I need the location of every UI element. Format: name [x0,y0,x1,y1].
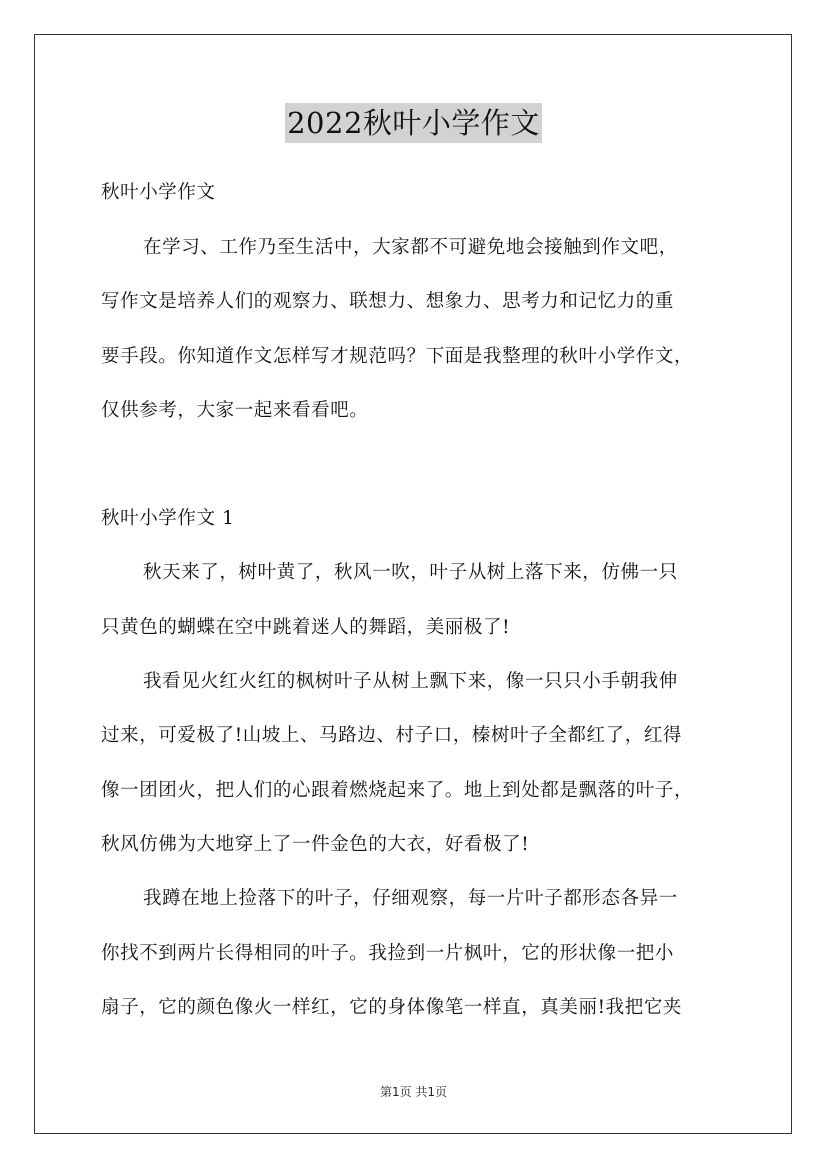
essay-line: 你找不到两片长得相同的叶子。我捡到一片枫叶，它的形状像一把小 [101,943,675,964]
essay-line: 我蹲在地上捡落下的叶子，仔细观察，每一片叶子都形态各异一 [143,888,678,909]
intro-line: 要手段。你知道作文怎样写才规范吗？下面是我整理的秋叶小学作文， [101,346,694,367]
essay-line: 过来，可爱极了!山坡上、马路边、村子口，榛树叶子全都红了，红得 [101,725,683,746]
intro-line: 写作文是培养人们的观察力、联想力、想象力、思考力和记忆力的重 [101,291,675,312]
intro-line: 仅供参考，大家一起来看看吧。 [101,400,369,421]
essay-line: 像一团团火，把人们的心跟着燃烧起来了。地上到处都是飘落的叶子， [101,780,694,801]
essay-heading: 秋叶小学作文 1 [101,508,235,529]
essay-line: 扇子，它的颜色像火一样红，它的身体像笔一样直，真美丽!我把它夹 [101,997,683,1018]
essay-line: 我看见火红火红的枫树叶子从树上飘下来，像一只只小手朝我伸 [143,671,678,692]
essay-line: 秋风仿佛为大地穿上了一件金色的大衣，好看极了! [101,834,530,855]
intro-heading: 秋叶小学作文 [101,182,216,203]
essay-line: 只黄色的蝴蝶在空中跳着迷人的舞蹈，美丽极了! [101,617,511,638]
intro-line: 在学习、工作乃至生活中，大家都不可避免地会接触到作文吧， [143,237,678,258]
page-number-footer: 第1页 共1页 [379,1085,448,1099]
essay-line: 秋天来了，树叶黄了，秋风一吹，叶子从树上落下来，仿佛一只 [143,562,678,583]
title-container [0,103,827,143]
document-title: 2022秋叶小学作文 [285,103,542,143]
